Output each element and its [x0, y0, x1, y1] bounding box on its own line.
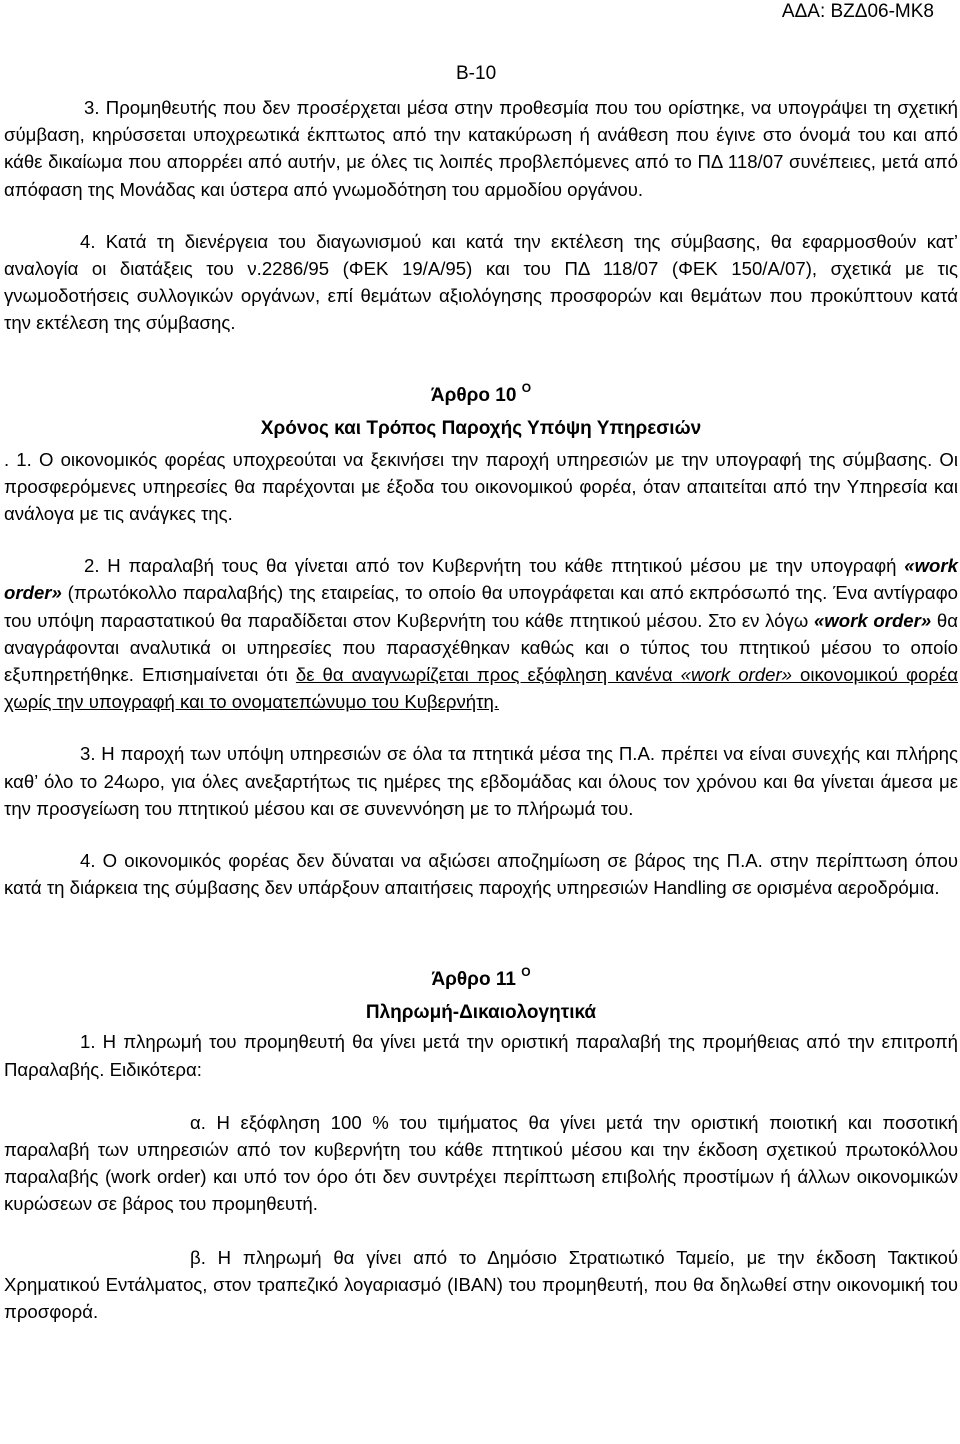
article-10-paragraph-3: 3. Η παροχή των υπόψη υπηρεσιών σε όλα τα πτητικά μέσα της Π.Α. πρέπει να είναι συνεχής και πλήρης καθ’ όλο το 24ωρο, για όλες ανεξαρτήτως τις ημέρες της εβδομάδας και όλους τον χρόνου και θα γίνεται άμεσα με την προσγείωση του πτητικού μέσου και σε συνεννόηση με το πλήρωμά του.: [4, 743, 958, 819]
article-10-paragraph-4: 4. Ο οικονομικός φορέας δεν δύναται να αξιώσει αποζημίωση σε βάρος της Π.Α. στην περίπτωση όπου κατά τη διάρκεια της σύμβασης δεν υπάρξουν απαιτήσεις παροχής υπηρεσιών Handling σε ορισμένα αεροδρόμια.: [4, 850, 958, 899]
document-body: [4, 94, 958, 1325]
article-11-paragraph-b: β. Η πληρωμή θα γίνει από το Δημόσιο Στρατιωτικό Ταμείο, με την έκδοση Τακτικού Χρηματικού Εντάλματος, στον τραπεζικό λογαριασμό (IBAN) του προμηθευτή, που θα δηλωθεί στην οικονομική του προσφορά.: [4, 1246, 958, 1323]
article-11-subtitle: Πληρωμή-Δικαιολογητικά: [365, 1002, 597, 1024]
paragraph-4: 4. Κατά τη διενέργεια του διαγωνισμού και κατά την εκτέλεση της σύμβασης, θα εφαρμοσθούν κατ’ αναλογία οι διατάξεις του ν.2286/95 (ΦΕΚ 19/Α/95) και του ΠΔ 118/07 (ΦΕΚ 150/Α/07), σχετικά με τις γνωμοδοτήσεις συλλογικών οργάνων, επί θεμάτων αξιολόγησης προσφορών και θεμάτων που προκύπτουν κατά την εκτέλεση της σύμβασης.: [4, 230, 958, 334]
article-11-title: Άρθρο 11 $^O$: [431, 965, 531, 991]
article-10-paragraph-1: . 1. Ο οικονομικός φορέας υποχρεούται να ξεκινήσει την παροχή υπηρεσιών με την υπογραφή της σύμβασης. Οι προσφερόμενες υπηρεσίες θα παρέχονται με έξοδα του οικονομικού φορέα, όταν απαιτείται από την Υπηρεσία και ανάλογα με τις ανάγκες της.: [4, 448, 958, 525]
article-11-paragraph-a: α. Η εξόφληση 100 % του τιμήματος θα γίνει μετά την οριστική ποιοτική και ποσοτική παραλαβή των υπηρεσιών από τον κυβερνήτη του κάθε πτητικού μέσου και την έκδοση σχετικού πρωτοκόλλου παραλαβής (work order) και υπό τον όρο ότι δεν συντρέχει περίπτωση επιβολής προστίμων ή άλλων οικονομικών κυρώσεων σε βάρος του προμηθευτή.: [4, 1111, 958, 1215]
paragraph-3: 3. Προμηθευτής που δεν προσέρχεται μέσα στην προθεσμία που του ορίστηκε, να υπογράψει τη σχετική σύμβαση, κηρύσσεται υποχρεωτικά έκπτωτος από την κατακύρωση ή ανάθεση που έγινε στο όνομά του και από κάθε δικαίωμα που απορρέει από αυτήν, με όλες τις λοιπές προβλεπόμενες από το ΠΔ 118/07 συνέπειες, μετά από απόφαση της Μονάδας και ύστερα από γνωμοδότηση του αρμοδίου οργάνου.: [4, 97, 958, 200]
article-10-paragraph-2: 2. Η παραλαβή τους θα γίνεται από τον Κυβερνήτη του κάθε πτητικού μέσου με την υπογραφή «work order» (πρωτόκολλο παραλαβής) της εταιρείας, το οποίο θα υπογράφεται και από εκπρόσωπό της. Ένα αντίγραφο του υπόψη παραστατικού θα παραδίδεται στον Κυβερνήτη του κάθε πτητικού μέσου. Στο εν λόγω «work order» θα αναγράφονται αναλυτικά οι υπηρεσίες που παρασχέθηκαν καθώς και ο τύπος του πτητικού μέσου το οποίο εξυπηρετήθηκε. Επισημαίνεται ότι δε θα αναγνωρίζεται προς εξόφληση κανένα «work order» οικονομικού φορέα χωρίς την υπογραφή και το ονοματεπώνυμο του Κυβερνήτη.: [4, 555, 958, 713]
page-number: Β-10: [456, 63, 497, 84]
article-11-paragraph-1: 1. Η πληρωμή του προμηθευτή θα γίνει μετά την οριστική παραλαβή της προμήθειας από την επιτροπή Παραλαβής. Ειδικότερα:: [4, 1031, 958, 1080]
article-10-subtitle: Χρόνος και Τρόπος Παροχής Υπόψη Υπηρεσιών: [260, 417, 702, 439]
article-10-title: Άρθρο 10 $^O$: [430, 380, 532, 406]
ada-code: ΑΔΑ: ΒΖΔ06-ΜΚ8: [781, 1, 934, 22]
